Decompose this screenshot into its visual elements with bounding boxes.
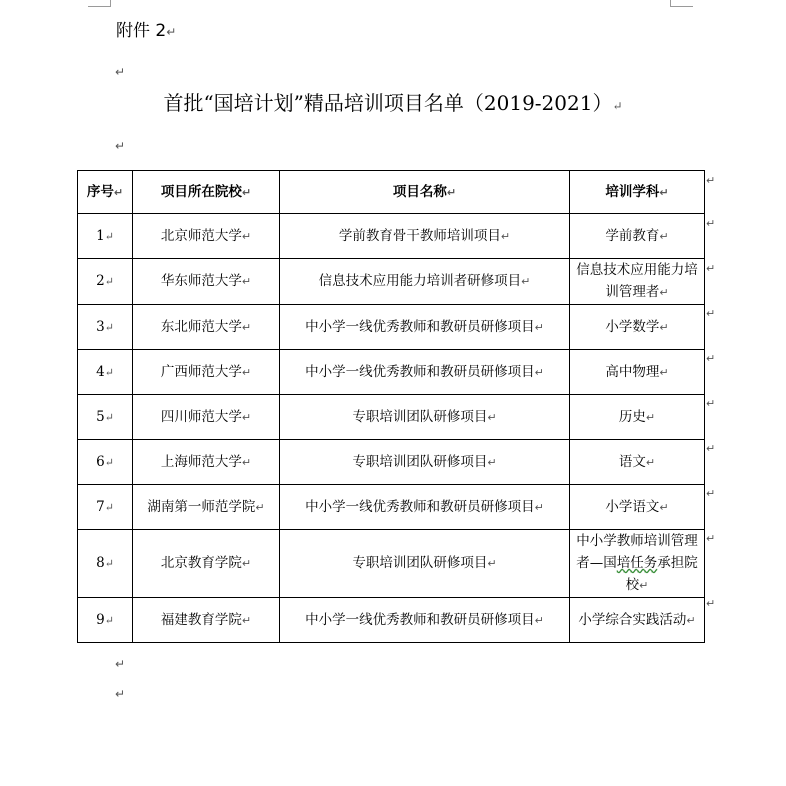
school-cell: 华东师范大学↵: [133, 259, 280, 305]
subject-cell: 语文↵: [570, 440, 705, 485]
page-corner-mark-left: [88, 0, 111, 7]
table-row: [78, 530, 705, 598]
page-corner-mark-right: [670, 0, 693, 7]
row-end-mark: ↵: [706, 532, 716, 545]
subject-cell: 小学数学↵: [570, 305, 705, 350]
row-end-mark: ↵: [706, 352, 716, 365]
row-number-cell: 4↵: [78, 350, 133, 395]
table-row: [78, 305, 705, 350]
header-cell: 项目所在院校↵: [133, 171, 280, 214]
subject-cell: 小学语文↵: [570, 485, 705, 530]
header-cell: 项目名称↵: [280, 171, 570, 214]
row-number-cell: 1↵: [78, 214, 133, 259]
subject-cell: 小学综合实践活动↵: [570, 598, 705, 643]
project-cell: 信息技术应用能力培训者研修项目↵: [280, 259, 570, 305]
header-cell: 序号↵: [78, 171, 133, 214]
project-cell: 中小学一线优秀教师和教研员研修项目↵: [280, 485, 570, 530]
table-row: [78, 598, 705, 643]
row-end-mark: ↵: [706, 262, 716, 275]
school-cell: 上海师范大学↵: [133, 440, 280, 485]
row-end-mark: ↵: [706, 397, 716, 410]
row-number-cell: 8↵: [78, 530, 133, 598]
project-cell: 学前教育骨干教师培训项目↵: [280, 214, 570, 259]
school-cell: 广西师范大学↵: [133, 350, 280, 395]
subject-cell: 历史↵: [570, 395, 705, 440]
row-end-mark: ↵: [706, 217, 716, 230]
paragraph-mark: ↵: [115, 687, 126, 701]
project-cell: 专职培训团队研修项目↵: [280, 395, 570, 440]
project-cell: 专职培训团队研修项目↵: [280, 440, 570, 485]
document-title: 首批“国培计划”精品培训项目名单（2019-2021）↵: [163, 91, 623, 115]
table-row: [78, 350, 705, 395]
row-number-cell: 6↵: [78, 440, 133, 485]
school-cell: 湖南第一师范学院↵: [133, 485, 280, 530]
school-cell: 东北师范大学↵: [133, 305, 280, 350]
row-end-mark: ↵: [706, 597, 716, 610]
row-number-cell: 2↵: [78, 259, 133, 305]
subject-cell: 学前教育↵: [570, 214, 705, 259]
row-number-cell: 3↵: [78, 305, 133, 350]
school-cell: 福建教育学院↵: [133, 598, 280, 643]
row-end-mark: ↵: [706, 487, 716, 500]
project-list-table: [77, 170, 705, 643]
table-row: [78, 395, 705, 440]
header-cell: 培训学科↵: [570, 171, 705, 214]
table-row: [78, 259, 705, 305]
school-cell: 四川师范大学↵: [133, 395, 280, 440]
row-number-cell: 9↵: [78, 598, 133, 643]
school-cell: 北京师范大学↵: [133, 214, 280, 259]
row-number-cell: 5↵: [78, 395, 133, 440]
row-end-mark: ↵: [706, 307, 716, 320]
attachment-label: 附件 2↵: [116, 21, 177, 41]
subject-cell: 中小学教师培训管理者—国培任务承担院校↵: [570, 530, 705, 598]
row-end-mark: ↵: [706, 174, 716, 187]
paragraph-mark: ↵: [115, 65, 126, 79]
table-row: [78, 485, 705, 530]
table-row: [78, 214, 705, 259]
table-row: [78, 440, 705, 485]
project-cell: 中小学一线优秀教师和教研员研修项目↵: [280, 305, 570, 350]
project-cell: 中小学一线优秀教师和教研员研修项目↵: [280, 598, 570, 643]
project-cell: 中小学一线优秀教师和教研员研修项目↵: [280, 350, 570, 395]
paragraph-mark: ↵: [115, 657, 126, 671]
subject-cell: 高中物理↵: [570, 350, 705, 395]
subject-cell: 信息技术应用能力培训管理者↵: [570, 259, 705, 305]
row-end-mark: ↵: [706, 442, 716, 455]
row-number-cell: 7↵: [78, 485, 133, 530]
paragraph-mark: ↵: [115, 139, 126, 153]
school-cell: 北京教育学院↵: [133, 530, 280, 598]
project-cell: 专职培训团队研修项目↵: [280, 530, 570, 598]
table-header-row: [78, 171, 705, 214]
